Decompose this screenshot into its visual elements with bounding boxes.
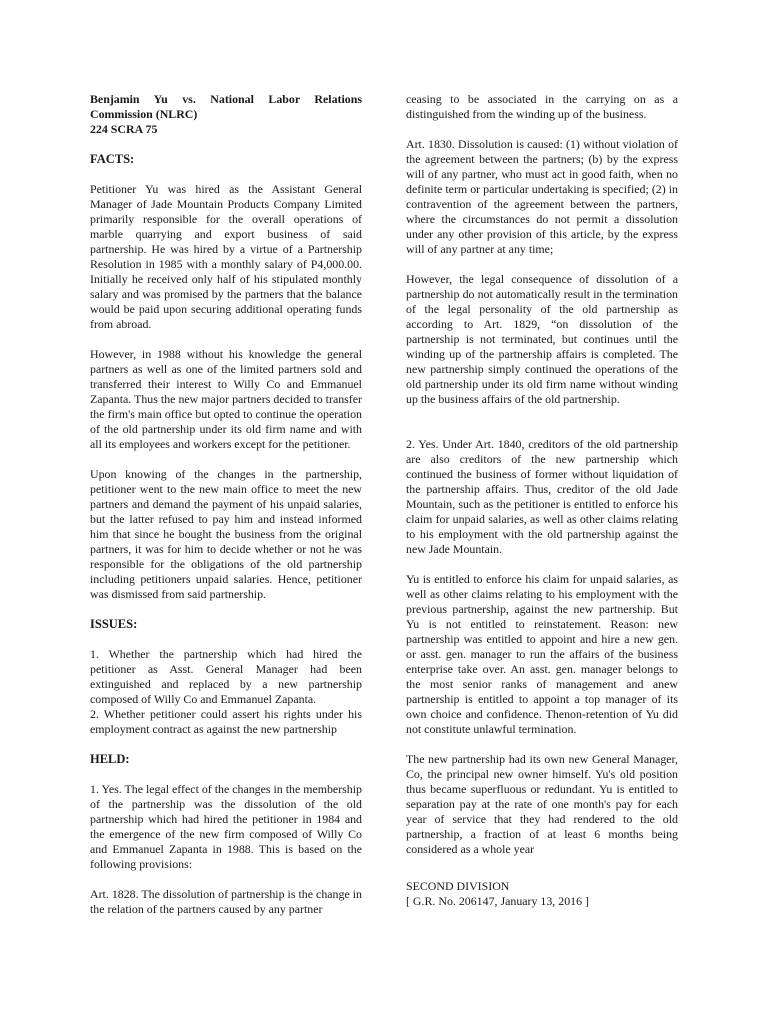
division-label: SECOND DIVISION	[406, 879, 510, 893]
case-title-line1: Benjamin Yu vs. National Labor Relations	[90, 92, 362, 106]
article-1828: Art. 1828. The dissolution of partnership is the change in the relation of the partners caused by any partner	[90, 887, 362, 916]
held-answer-2: 2. Yes. Under Art. 1840, creditors of the old partnership are also creditors of the new partnership which continued the business of former without liquidation of the partnership affairs. Thus, creditor of the old Jade Mountain, such as the petitioner is entitled to enforce his claim for unpaid salaries, as well as other claims relating to his employment with the old partnership against the new Jade Mountain.	[406, 437, 678, 556]
article-1828-continued: ceasing to be associated in the carrying on as a distinguished from the winding up of the business.	[406, 92, 678, 121]
article-1830: Art. 1830. Dissolution is caused: (1) without violation of the agreement between the partners; (b) by the express will of any partner, who must act in good faith, when no definite term or particular undertaking is specified; (2) in contravention of the agreement between the partners, where the circumstances do not permit a dissolution under any other provision of this article, by the express will of any partner at any time;	[406, 137, 678, 256]
facts-heading: FACTS:	[90, 152, 135, 166]
legal-consequence-paragraph: However, the legal consequence of dissolution of a partnership do not automatically result in the termination of the legal personality of the old partnership as according to Art. 1829, “on dissolution of the partnership is not terminated, but continues until the winding up of the partnership affairs is completed. The new partnership simply continued the operations of the old partnership under its old firm name without winding up the business affairs of the old partnership.	[406, 272, 678, 406]
facts-paragraph-3: Upon knowing of the changes in the partnership, petitioner went to the new main office to meet the new partners and demand the payment of his unpaid salaries, but the latter refused to pay him and instead informed him that since he bought the business from the original partners, it was for him to decide whether or not he was responsible for the obligations of the old partnership including petitioners unpaid salaries. Hence, petitioner was dismissed from said partnership.	[90, 467, 362, 601]
gr-number: [ G.R. No. 206147, January 13, 2016 ]	[406, 894, 589, 908]
left-column	[90, 92, 362, 932]
held-paragraph-1: 1. Yes. The legal effect of the changes in the membership of the partnership was the dissolution of the old partnership which had hired the petitioner in 1984 and the emergence of the new firm composed of Willy Co and Emmanuel Zapanta in 1988. This is based on the following provisions:	[90, 782, 362, 871]
issue-2: 2. Whether petitioner could assert his rights under his employment contract as against the new partnership	[90, 707, 362, 736]
issue-1: 1. Whether the partnership which had hired the petitioner as Asst. General Manager had been extinguished and replaced by a new partnership composed of Willy Co and Emmanuel Zapanta.	[90, 647, 362, 706]
facts-paragraph-2: However, in 1988 without his knowledge the general partners as well as one of the limited partners sold and transferred their interest to Willy Co and Emmanuel Zapanta. Thus the new major partners decided to transfer the firm's main office but opted to continue the operation of the old partnership under its old firm name and with all its employees and workers except for the petitioner.	[90, 347, 362, 451]
yu-entitled-paragraph: Yu is entitled to enforce his claim for unpaid salaries, as well as other claims relating to his employment with the previous partnership, against the new partnership. But Yu is not entitled to reinstatement. Reason: new partnership was entitled to appoint and hire a new gen. or asst. gen. manager to run the affairs of the business enterprise take over. An asst. gen. manager belongs to the most senior ranks of management and anew partnership is entitled to appoint a top manager of its own choice and confidence. Thenon-retention of Yu did not constitute unlawful termination.	[406, 572, 678, 736]
case-title-line2: Commission (NLRC)	[90, 107, 198, 121]
issues-heading: ISSUES:	[90, 617, 138, 631]
held-heading: HELD:	[90, 752, 130, 766]
case-citation: 224 SCRA 75	[90, 122, 158, 136]
new-general-manager-paragraph: The new partnership had its own new General Manager, Co, the principal new owner himself. Yu's old position thus became superfluous or redundant. Yu is entitled to separation pay at the rate of one month's pay for each year of service that they had rendered to the old partnership, a fraction of at least 6 months being considered as a whole year	[406, 752, 678, 856]
right-column	[406, 92, 678, 909]
facts-paragraph-1: Petitioner Yu was hired as the Assistant General Manager of Jade Mountain Products Company Limited primarily responsible for the overall operations of marble quarrying and export business of said partnership. He was hired by a virtue of a Partnership Resolution in 1985 with a monthly salary of P4,000.00. Initially he received only half of his stipulated monthly salary and was promised by the partners that the balance would be paid upon securing additional operating funds from abroad.	[90, 182, 362, 331]
